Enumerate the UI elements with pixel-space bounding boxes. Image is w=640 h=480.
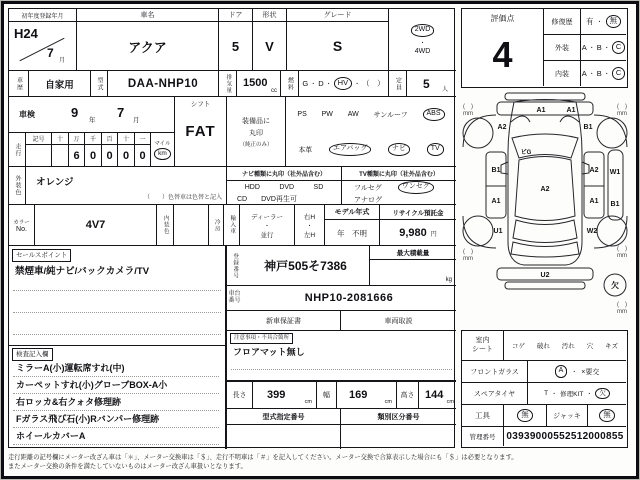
nav-cd: CD: [237, 195, 248, 203]
equip-pw: PW: [321, 111, 333, 118]
exterior-c-circled: C: [612, 41, 625, 54]
color-no-value: 4V7: [35, 205, 157, 246]
tool-none-circled: 無: [517, 409, 533, 422]
mirror-right: [582, 162, 589, 174]
equipment-label-2: 丸印: [249, 129, 263, 137]
rocker-left-mark: U1: [493, 228, 503, 235]
bracket-spare: ( ): [617, 302, 627, 308]
nav-type-header: ナビ種類に丸印（社外品含む）: [227, 167, 341, 181]
interior-a: A: [581, 69, 587, 78]
exterior-grade-label: 外装: [544, 35, 580, 61]
bracket-bottom-left: ( ): [463, 249, 473, 255]
max-load-cell: [369, 246, 456, 286]
memo-line: [13, 312, 221, 313]
type-designation-label: 型式指定番号: [226, 409, 341, 425]
car-name-value: アクア: [77, 22, 219, 71]
drive-separator: ・: [419, 40, 426, 47]
footer-line-1: 走行距離の記号欄にメーター改ざん車は「＊」、メーター交換車は「＄」、走行不明車は「＃」を記入してください。メーター交換で合算表示した場合にも「＄」は必要となります。: [8, 454, 518, 461]
right-door-panel: [584, 152, 604, 218]
bracket-top-right: ( ): [617, 104, 627, 110]
mileage-col-1k: 千: [85, 133, 102, 145]
first-registration-month: 7: [47, 46, 54, 60]
interior-color-value: [174, 205, 209, 246]
registration-label: 登録番号: [226, 246, 242, 286]
equip-abs-circled: ABS: [423, 108, 445, 120]
fender-arc-rear-right: [594, 216, 627, 248]
shaken-year-unit: 年: [89, 117, 96, 124]
tv-type-cell: [341, 167, 456, 205]
mm-spare: mm: [617, 309, 627, 315]
shaken-year: 9: [71, 105, 79, 120]
mileage-digit-100: 0: [102, 145, 118, 167]
door-value: 5: [219, 22, 253, 71]
spare-missing-circled: 欠: [595, 388, 610, 399]
door-label: ドア: [219, 9, 253, 22]
first-registration-cell: [9, 22, 77, 71]
model-year-value: 年 不明: [337, 228, 367, 238]
spare-t: T: [544, 390, 549, 397]
fuel-diesel: D: [318, 79, 324, 88]
import-dealer-cell: [240, 205, 295, 246]
equip-airbag-circled: エアバッグ: [329, 143, 371, 155]
mm-top-right: mm: [617, 111, 627, 117]
fuel-cell: [299, 71, 389, 97]
mileage-col-100k: 十: [52, 133, 69, 145]
fuel-hybrid-circled: HV: [334, 77, 352, 90]
inspector-note-line: カーペットすれ(小)グローブBOX-A小: [13, 377, 219, 394]
seat-scratch: キズ: [605, 343, 619, 350]
registration-value: 神戸505そ7386: [242, 246, 369, 286]
mileage-col-100: 百: [102, 133, 118, 145]
handle-cell: [295, 205, 325, 246]
jack-label: ジャッキ: [546, 405, 588, 427]
exterior-color-value: オレンジ: [36, 177, 74, 188]
trunk-lid: [511, 242, 579, 257]
tool-label: 工具: [462, 405, 504, 427]
width-value: 169: [349, 389, 368, 401]
exterior-grade-value: [580, 35, 626, 61]
ac-label: 冷房: [209, 205, 224, 246]
right-panel: [458, 8, 632, 449]
inspector-note-line: ミラーA(小)運転席すれ(中): [13, 360, 219, 377]
inspector-note-line: Fガラス飛び石(小)Rバンパー修理跡: [13, 411, 219, 428]
nav-sd: SD: [313, 183, 324, 191]
length-unit: cm: [304, 399, 312, 405]
spare-tire-value: [528, 383, 626, 405]
shift-cell: [174, 97, 226, 167]
shift-value: FAT: [185, 122, 216, 140]
seat-stain: 汚れ: [561, 343, 575, 350]
displacement-value: 1500: [243, 77, 268, 89]
seat-label: [462, 331, 504, 361]
handle-right: 右H: [303, 213, 316, 221]
inspector-notes-tab: 検査記入欄: [12, 348, 53, 361]
mileage-digit-1k: 0: [85, 145, 102, 167]
displacement-cell: [237, 71, 281, 97]
spare-sep-1: ・: [551, 392, 558, 398]
jack-value: [588, 405, 626, 427]
equip-ps: PS: [297, 111, 307, 118]
max-load-unit: kg: [445, 277, 452, 283]
door-front-left-mark: B1: [491, 167, 501, 174]
front-bumper-top: [505, 93, 585, 100]
repair-no-circled: 無: [606, 15, 622, 28]
fuel-sep-1: ・: [310, 82, 317, 88]
glass-sep: ・: [571, 370, 578, 376]
fuel-other-paren: （ ）: [362, 79, 385, 88]
tv-type-header: TV種類に丸印（社外品含む）: [342, 167, 456, 181]
equipment-label-1: 装備品に: [242, 117, 270, 125]
color-no-label-kana: カラー: [13, 219, 30, 226]
diagonal-slash: [19, 38, 64, 62]
door-rear-left-mark: A1: [491, 198, 501, 205]
equipment-label-3: （純正のみ）: [239, 141, 273, 148]
shape-label: 形状: [253, 9, 287, 22]
capacity-label: 定員: [389, 71, 407, 97]
shaken-row: [9, 97, 174, 133]
type-designation-value: [226, 425, 341, 449]
mileage-col-10: 十: [118, 133, 135, 145]
first-registration-label: 初年度登録年月: [9, 9, 77, 22]
windshield-mark: ピG: [520, 150, 532, 156]
history-label: 車歴: [9, 71, 29, 97]
interior-grade-value: [580, 61, 626, 86]
glass-replace: ×要交: [581, 368, 600, 376]
length-value: 399: [267, 389, 286, 401]
footer-disclaimer: [8, 452, 632, 470]
mirror-left: [501, 162, 508, 174]
mileage-col-10k: 万: [69, 133, 85, 145]
seat-items: [504, 331, 626, 361]
ext-sep-2: ・: [603, 46, 610, 52]
equipment-items: [285, 97, 456, 167]
displacement-unit: cc: [271, 88, 277, 94]
fender-right-mark: B1: [583, 124, 593, 131]
drive-2wd-circled: 2WD: [411, 24, 435, 36]
interior-color-label: 内装色: [157, 205, 174, 246]
width-unit: cm: [384, 399, 392, 405]
mileage-unit-cell: [151, 133, 174, 167]
tool-value: [504, 405, 546, 427]
score-box: [461, 8, 628, 88]
mm-top-left: mm: [463, 111, 473, 117]
footer-line-2: またメーター交換の条件を満たしていないものはメーター改ざん車扱いとなります。: [8, 463, 247, 470]
mileage-unit-km-circled: km: [154, 148, 171, 159]
quarter-right-mark: W2: [586, 228, 598, 235]
recycle-cell: [380, 205, 456, 246]
shaken-label: 車検: [19, 110, 35, 119]
int-sep-1: ・: [588, 72, 595, 78]
rear-window: [513, 220, 577, 243]
sales-point-area: [9, 246, 226, 346]
bracket-bottom-right: ( ): [617, 246, 627, 252]
mileage-digit-1: 0: [135, 145, 151, 167]
score-label: 評価点: [490, 13, 515, 23]
sales-point-text: 禁煙車/純ナビ/バックカメラ/TV: [15, 266, 150, 277]
model-year-label: モデル年式: [325, 205, 379, 220]
fuel-sep-3: ・: [354, 82, 361, 88]
shift-label: シフト: [190, 100, 211, 108]
left-door-panel: [486, 152, 506, 218]
car-damage-diagram: [458, 92, 632, 328]
nav-type-cell: [226, 167, 341, 205]
recycle-unit: 円: [430, 231, 437, 238]
capacity-cell: [407, 71, 456, 97]
exterior-color-label: 外装色: [9, 167, 26, 205]
repair-sep: ・: [596, 20, 603, 26]
right-side-strip: [608, 150, 623, 220]
grade-value: S: [287, 22, 389, 71]
tv-fullseg: フルセグ: [354, 184, 382, 192]
width-cell: [336, 381, 396, 409]
model-code-value: DAA-NHP10: [108, 71, 219, 97]
recycle-value: 9,980: [399, 227, 427, 239]
nav-dvd-play: DVD再生可: [261, 196, 297, 203]
front-glass-value: [528, 361, 626, 383]
fuel-gasoline: G: [302, 79, 309, 88]
nav-dvd: DVD: [279, 183, 295, 191]
interior-c-circled: C: [612, 67, 625, 80]
seat-tear: 破れ: [536, 343, 550, 350]
exterior-a: A: [581, 43, 587, 52]
shape-value: V: [253, 22, 287, 71]
inspector-note-line: 右ロッカ&右クォタ修理跡: [13, 394, 219, 411]
interior-b: B: [596, 69, 602, 78]
hood-arc-left: [511, 116, 530, 122]
equip-leather: 本革: [298, 146, 313, 154]
mileage-symbol-value: [26, 145, 52, 167]
mileage-digit-10k: 6: [69, 145, 85, 167]
door-rear-right-mark: A1: [589, 198, 599, 205]
wheel-front-left: [463, 118, 493, 148]
ext-sep-1: ・: [588, 46, 595, 52]
mileage-digit-100k: [52, 145, 69, 167]
notes-tab: 注意事項・不具合箇所: [230, 333, 293, 344]
seat-label-2: シート: [472, 345, 493, 353]
capacity-unit: 人: [441, 87, 448, 93]
max-load-label: 最大積載量: [370, 246, 456, 260]
import-label: 輸入車: [224, 205, 240, 246]
height-cell: [418, 381, 456, 409]
height-value: 144: [425, 389, 444, 401]
mm-bottom-right: mm: [617, 253, 627, 259]
seat-hole: 穴: [586, 343, 594, 350]
front-glass-label: フロントガラス: [462, 361, 528, 383]
height-unit: cm: [446, 399, 454, 405]
import-sep-1: ・: [263, 223, 270, 230]
rear-bumper-bottom: [505, 282, 585, 289]
car-name-label: 車名: [77, 9, 219, 22]
wheel-front-right: [597, 118, 627, 148]
mileage-label: 走行: [9, 133, 26, 167]
shaken-month: 7: [117, 105, 125, 120]
notes-area: [226, 331, 456, 381]
inspector-notes-area: [9, 346, 226, 449]
memo-line: [231, 369, 452, 370]
exterior-color-cell: [26, 167, 226, 205]
management-no-label: 管理番号: [462, 427, 504, 446]
memo-line: [13, 334, 221, 335]
inspector-note-line: ホイールカバーA: [13, 428, 219, 445]
score-cell: [462, 9, 544, 86]
model-code-label: 型式: [91, 71, 108, 97]
score-value: 4: [492, 34, 513, 75]
repair-history-label: 修復歴: [544, 9, 580, 35]
equip-sunroof: サンルーフ: [373, 111, 408, 119]
fuel-label: 燃料: [281, 71, 299, 97]
import-parallel: 並行: [260, 231, 274, 239]
displacement-label: 排気量: [219, 71, 237, 97]
warranty-cell: 新車保証書: [226, 311, 341, 331]
class-number-label: 類別区分番号: [341, 409, 456, 425]
interior-grade-label: 内装: [555, 70, 569, 78]
memo-line: [13, 290, 221, 291]
handle-left: 左H: [303, 231, 316, 239]
tv-analog: アナログ: [354, 196, 382, 204]
manual-cell: 車両取説: [341, 311, 456, 331]
shaken-month-unit: 月: [133, 117, 140, 124]
repair-history-value: [580, 9, 626, 35]
mileage-col-symbol: 記号: [26, 133, 52, 145]
glass-a-circled: A: [555, 365, 568, 377]
repair-yes: 有: [585, 17, 594, 26]
equip-aw: AW: [347, 111, 359, 118]
sales-point-tab: セールスポイント: [12, 249, 71, 262]
notes-text: フロアマット無し: [233, 347, 305, 357]
mileage-digit-10: 0: [118, 145, 135, 167]
color-no-label-no: No.: [16, 225, 27, 233]
model-year-cell: [325, 205, 380, 246]
height-label: 高さ: [396, 381, 418, 409]
wheel-rear-left: [463, 216, 493, 246]
first-registration-month-unit: 月: [59, 58, 66, 64]
fender-left-mark: A2: [497, 124, 507, 131]
wheel-rear-right: [597, 216, 627, 246]
chassis-label: [226, 286, 242, 311]
fuel-sep-2: ・: [325, 82, 332, 88]
equip-tv-circled: TV: [427, 143, 444, 155]
grade-label: グレード: [287, 9, 389, 22]
spare-sep-2: ・: [586, 392, 593, 398]
side-right-top-mark: W1: [609, 169, 621, 176]
mm-bottom-left: mm: [463, 256, 473, 262]
spare-tire-label: スペアタイヤ: [462, 383, 528, 405]
chassis-label-text: 車台番号: [228, 290, 241, 304]
exterior-b: B: [596, 43, 602, 52]
front-bumper-mark-2: A1: [566, 107, 576, 114]
missing-item-mark: 欠: [611, 281, 619, 290]
seat-burn: コゲ: [511, 343, 525, 350]
color-no-label: [9, 205, 35, 246]
tv-oneseg-circled: ワンセグ: [398, 181, 434, 193]
nav-hdd: HDD: [244, 183, 260, 191]
seat-label-1: 室内: [475, 337, 490, 345]
condition-table: [461, 330, 628, 448]
handle-sep: ・: [306, 223, 313, 230]
equipment-label-cell: [226, 97, 285, 167]
recycle-label: リサイクル預託金: [380, 205, 456, 220]
fender-arc-rear-left: [463, 216, 496, 248]
hood-arc-right: [560, 116, 579, 122]
length-label: 長さ: [226, 381, 252, 409]
int-sep-2: ・: [603, 72, 610, 78]
side-right-bottom-mark: B1: [610, 201, 620, 208]
mileage-unit-mile: マイル: [154, 141, 171, 148]
fender-arc-front-left: [463, 115, 496, 147]
mileage-col-1: 一: [135, 133, 151, 145]
import-dealer: ディーラー: [251, 213, 283, 221]
drive-4wd: 4WD: [414, 47, 431, 55]
first-registration-era: H24: [14, 26, 38, 41]
width-label: 幅: [316, 381, 336, 409]
color-change-note: （ ）色替車は色替と記入: [143, 195, 222, 201]
chassis-value: NHP10-2081666: [242, 286, 456, 311]
drivetrain-cell: [389, 9, 456, 71]
capacity-value: 5: [423, 77, 430, 91]
door-front-right-mark: A2: [589, 167, 599, 174]
fender-arc-front-right: [594, 115, 627, 147]
management-no-value: 03939000552512000855: [506, 431, 624, 442]
history-value: 自家用: [29, 71, 91, 97]
rear-bumper-mark: U2: [540, 272, 550, 279]
length-cell: [252, 381, 316, 409]
roof-mark: A2: [540, 186, 550, 193]
jack-none-circled: 無: [599, 409, 615, 422]
spare-kit: 修理KIT: [560, 391, 584, 398]
bracket-top-left: ( ): [463, 104, 473, 110]
equip-navi-circled: ナビ: [388, 143, 410, 155]
front-bumper-mark-1: A1: [536, 107, 546, 114]
main-table: [8, 8, 455, 448]
body-outline: [508, 102, 582, 265]
